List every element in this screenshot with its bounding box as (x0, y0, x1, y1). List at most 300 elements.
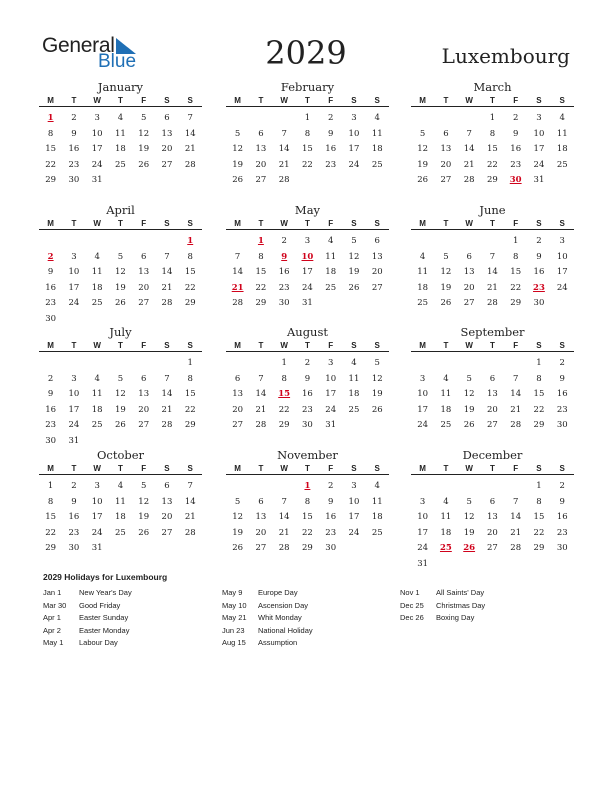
weekday-label: W (465, 464, 473, 473)
month-september (411, 325, 574, 434)
day-cell: 20 (487, 404, 498, 415)
day-cell: 12 (138, 496, 150, 507)
day-cell: 26 (371, 404, 383, 415)
day-cell: 7 (512, 373, 519, 384)
day-cell: 18 (440, 527, 452, 538)
weekday-label: S (164, 219, 170, 228)
day-cell: 1 (536, 358, 542, 368)
day-cell: 13 (255, 144, 267, 154)
calendar-year: 2029 (265, 34, 347, 72)
day-cell: 22 (278, 404, 290, 415)
day-cell: 2 (327, 481, 334, 491)
day-cell: 13 (161, 496, 173, 507)
holiday-entry (43, 612, 132, 625)
day-cell: 26 (232, 543, 244, 553)
holiday-day-cell: 21 (231, 282, 244, 293)
weekday-label: T (489, 96, 495, 105)
day-cell: 28 (161, 420, 173, 430)
weekday-label: S (187, 96, 193, 105)
day-cell: 30 (278, 298, 290, 308)
day-cell: 24 (302, 282, 313, 293)
weekday-label: T (443, 219, 449, 228)
day-cell: 7 (164, 373, 170, 384)
holiday-day-cell: 26 (463, 543, 476, 553)
day-cell: 21 (510, 404, 522, 415)
day-cell: 20 (255, 527, 267, 538)
day-cell: 2 (512, 113, 519, 123)
day-cell: 26 (115, 298, 126, 308)
holiday-day-cell: 15 (278, 389, 291, 399)
weekday-label: F (513, 341, 519, 350)
day-cell: 18 (348, 389, 360, 399)
day-cell: 13 (138, 267, 150, 277)
day-cell: 22 (533, 527, 545, 538)
weekday-label: T (489, 341, 495, 350)
day-cell: 19 (138, 144, 150, 154)
day-cell: 22 (302, 159, 313, 170)
day-cell: 14 (463, 144, 475, 154)
day-cell: 18 (115, 512, 126, 522)
month-name: July (109, 325, 132, 339)
day-cell: 19 (138, 512, 150, 522)
day-cell: 17 (556, 267, 568, 277)
empty-cell (411, 356, 434, 372)
month-name: September (460, 325, 525, 339)
day-cell: 7 (234, 251, 241, 262)
day-cell: 17 (533, 144, 545, 154)
day-cell: 5 (117, 373, 124, 384)
day-cell: 16 (556, 512, 568, 522)
day-cell: 27 (487, 543, 498, 553)
day-cell: 12 (115, 267, 126, 277)
holiday-name: Assumption (258, 638, 298, 647)
empty-cell (132, 234, 155, 250)
day-cell: 14 (255, 389, 267, 399)
day-cell: 19 (232, 159, 244, 170)
day-cell: 6 (258, 128, 264, 139)
holiday-day-cell: 30 (509, 175, 522, 185)
weekday-label: S (374, 96, 380, 105)
day-cell: 27 (440, 175, 452, 185)
day-cell: 17 (348, 512, 360, 522)
day-cell: 14 (510, 389, 522, 399)
day-cell: 17 (417, 404, 429, 415)
day-grid (411, 479, 574, 572)
day-cell: 9 (559, 373, 565, 384)
day-cell: 6 (466, 251, 472, 262)
day-cell: 19 (348, 267, 360, 277)
day-cell: 28 (510, 543, 522, 553)
month-name: May (294, 203, 321, 217)
month-february (226, 80, 389, 189)
day-cell: 19 (463, 527, 475, 538)
day-cell: 8 (47, 128, 54, 139)
holiday-date: May 1 (43, 638, 64, 647)
day-grid (39, 479, 202, 557)
day-cell: 6 (140, 251, 147, 262)
day-cell: 19 (115, 404, 126, 415)
weekday-header (411, 95, 574, 107)
day-cell: 23 (325, 527, 337, 538)
day-cell: 26 (115, 420, 126, 430)
day-cell: 7 (281, 128, 287, 139)
day-cell: 21 (161, 404, 173, 415)
day-cell: 14 (278, 144, 290, 154)
weekday-label: W (280, 96, 288, 105)
day-cell: 27 (138, 298, 150, 308)
day-cell: 25 (115, 527, 126, 538)
day-cell: 11 (91, 389, 103, 399)
day-cell: 10 (68, 267, 80, 277)
holiday-day-cell: 1 (187, 236, 194, 246)
day-cell: 16 (278, 267, 290, 277)
day-cell: 18 (417, 282, 429, 293)
empty-cell (86, 234, 109, 250)
day-cell: 18 (371, 144, 383, 154)
day-cell: 26 (348, 282, 360, 293)
day-cell: 16 (533, 267, 545, 277)
weekday-label: S (536, 96, 542, 105)
empty-cell (458, 111, 481, 127)
day-cell: 22 (255, 282, 267, 293)
day-cell: 9 (512, 128, 519, 139)
day-cell: 15 (510, 267, 522, 277)
day-cell: 13 (371, 251, 383, 262)
day-cell: 10 (556, 251, 568, 262)
day-cell: 6 (489, 373, 496, 384)
weekday-label: S (164, 341, 170, 350)
day-cell: 1 (281, 358, 287, 368)
holiday-name: Easter Monday (79, 625, 130, 635)
day-cell: 11 (440, 389, 452, 399)
month-march (411, 80, 574, 189)
weekday-label: T (304, 96, 310, 105)
empty-cell (226, 356, 249, 372)
weekday-label: W (280, 219, 288, 228)
day-cell: 31 (68, 435, 80, 446)
month-name: February (280, 80, 335, 94)
day-cell: 29 (184, 420, 196, 430)
day-cell: 14 (184, 496, 196, 507)
weekday-label: F (141, 219, 147, 228)
day-cell: 30 (325, 543, 337, 553)
day-cell: 1 (47, 481, 54, 491)
day-cell: 25 (325, 282, 337, 293)
day-cell: 8 (187, 251, 193, 262)
country-name: Luxembourg (441, 44, 570, 68)
day-cell: 4 (94, 373, 100, 384)
holiday-name: Labour Day (79, 638, 118, 647)
day-cell: 11 (91, 267, 103, 277)
day-cell: 23 (302, 404, 313, 415)
day-cell: 6 (374, 236, 380, 246)
weekday-label: W (465, 96, 473, 105)
day-cell: 4 (374, 113, 380, 123)
month-may (226, 203, 389, 312)
day-cell: 27 (463, 298, 475, 308)
holiday-date: Dec 25 (400, 600, 424, 610)
holiday-name: National Holiday (258, 625, 313, 635)
day-cell: 9 (71, 496, 77, 507)
day-cell: 9 (327, 496, 334, 507)
day-cell: 4 (443, 496, 449, 507)
holiday-entry (43, 600, 132, 613)
empty-cell (411, 479, 434, 495)
day-cell: 15 (45, 512, 57, 522)
logo-word-general: General (42, 34, 115, 57)
holiday-column (222, 587, 313, 650)
day-cell: 9 (304, 373, 311, 384)
day-cell: 23 (45, 298, 57, 308)
day-cell: 19 (417, 159, 429, 170)
day-cell: 27 (255, 543, 267, 553)
weekday-label: S (164, 464, 170, 473)
day-cell: 11 (556, 128, 568, 139)
day-cell: 7 (187, 113, 193, 123)
weekday-label: S (351, 464, 357, 473)
day-cell: 3 (419, 373, 426, 384)
day-cell: 1 (512, 236, 519, 246)
day-cell: 15 (302, 144, 313, 154)
weekday-label: M (419, 219, 426, 228)
day-cell: 15 (184, 267, 196, 277)
day-cell: 3 (71, 373, 77, 384)
empty-cell (481, 356, 504, 372)
weekday-label: S (374, 341, 380, 350)
empty-cell (273, 111, 296, 127)
day-cell: 13 (440, 144, 452, 154)
weekday-label: T (117, 464, 123, 473)
day-cell: 7 (466, 128, 472, 139)
day-cell: 12 (417, 144, 429, 154)
day-cell: 12 (371, 373, 383, 384)
day-cell: 22 (45, 527, 57, 538)
weekday-label: W (93, 96, 101, 105)
empty-cell (62, 234, 85, 250)
day-cell: 29 (487, 175, 498, 185)
weekday-label: F (513, 464, 519, 473)
day-cell: 15 (487, 144, 498, 154)
day-cell: 10 (417, 512, 429, 522)
day-cell: 14 (487, 267, 498, 277)
empty-cell (481, 234, 504, 250)
day-cell: 23 (278, 282, 290, 293)
day-cell: 7 (281, 496, 287, 507)
day-cell: 10 (417, 389, 429, 399)
day-cell: 15 (533, 389, 545, 399)
day-cell: 8 (512, 251, 519, 262)
day-cell: 21 (463, 159, 475, 170)
weekday-label: W (93, 341, 101, 350)
day-cell: 10 (533, 128, 545, 139)
day-cell: 8 (47, 496, 54, 507)
day-cell: 5 (234, 128, 241, 139)
day-cell: 17 (417, 527, 429, 538)
day-cell: 20 (138, 404, 150, 415)
weekday-label: S (351, 341, 357, 350)
holiday-entry (400, 612, 485, 625)
holiday-date: Jan 1 (43, 588, 62, 597)
weekday-label: M (419, 464, 426, 473)
weekday-label: M (47, 96, 54, 105)
day-cell: 26 (138, 159, 150, 170)
day-cell: 2 (281, 236, 287, 246)
day-cell: 28 (510, 420, 522, 430)
day-cell: 24 (91, 159, 103, 170)
day-cell: 31 (302, 298, 313, 308)
weekday-label: M (47, 219, 54, 228)
day-cell: 16 (45, 404, 57, 415)
day-cell: 5 (466, 496, 472, 507)
holiday-name: Christmas Day (436, 600, 486, 610)
day-cell: 6 (164, 481, 170, 491)
empty-cell (226, 234, 249, 250)
empty-cell (458, 234, 481, 250)
day-cell: 14 (161, 267, 173, 277)
day-cell: 31 (91, 175, 103, 185)
weekday-label: W (280, 464, 288, 473)
weekday-label: S (164, 96, 170, 105)
day-cell: 26 (417, 175, 429, 185)
weekday-header (226, 95, 389, 107)
day-cell: 25 (91, 298, 103, 308)
day-cell: 24 (348, 159, 360, 170)
weekday-label: T (117, 341, 123, 350)
weekday-label: F (328, 341, 334, 350)
day-cell: 24 (556, 282, 568, 293)
day-cell: 5 (140, 481, 147, 491)
month-january (39, 80, 202, 189)
day-cell: 10 (91, 496, 103, 507)
day-cell: 14 (278, 512, 290, 522)
holiday-entry (43, 637, 132, 650)
day-cell: 24 (417, 543, 429, 553)
month-november (226, 448, 389, 557)
holiday-entry (400, 600, 485, 613)
day-cell: 30 (45, 313, 57, 324)
day-cell: 6 (140, 373, 147, 384)
day-cell: 16 (325, 512, 337, 522)
weekday-label: W (465, 341, 473, 350)
day-cell: 27 (138, 420, 150, 430)
day-cell: 18 (556, 144, 568, 154)
day-cell: 20 (371, 267, 383, 277)
day-cell: 3 (351, 481, 357, 491)
day-cell: 13 (255, 512, 267, 522)
weekday-label: T (117, 219, 123, 228)
day-cell: 3 (559, 236, 565, 246)
day-cell: 9 (536, 251, 542, 262)
day-cell: 14 (510, 512, 522, 522)
day-cell: 16 (302, 389, 313, 399)
day-cell: 4 (117, 113, 124, 123)
day-cell: 6 (443, 128, 449, 139)
day-cell: 27 (232, 420, 244, 430)
day-cell: 17 (348, 144, 360, 154)
weekday-label: T (258, 464, 264, 473)
weekday-label: T (489, 464, 495, 473)
holiday-entry (43, 625, 132, 638)
day-cell: 29 (184, 298, 196, 308)
day-cell: 13 (161, 128, 173, 139)
empty-cell (39, 356, 62, 372)
weekday-label: S (351, 219, 357, 228)
weekday-label: T (489, 219, 495, 228)
day-cell: 13 (138, 389, 150, 399)
day-cell: 21 (255, 404, 267, 415)
day-cell: 23 (510, 159, 522, 170)
day-cell: 4 (94, 251, 100, 262)
day-cell: 25 (371, 159, 383, 170)
day-cell: 19 (463, 404, 475, 415)
day-cell: 29 (510, 298, 522, 308)
day-cell: 11 (417, 267, 429, 277)
weekday-label: T (304, 219, 310, 228)
weekday-label: M (47, 341, 54, 350)
day-cell: 18 (115, 144, 126, 154)
day-cell: 1 (304, 113, 311, 123)
holiday-name: Boxing Day (436, 613, 475, 622)
weekday-label: S (536, 341, 542, 350)
day-cell: 29 (533, 543, 545, 553)
weekday-header (411, 218, 574, 230)
day-cell: 22 (510, 282, 522, 293)
day-cell: 17 (302, 267, 313, 277)
day-cell: 11 (371, 496, 383, 507)
day-cell: 11 (440, 512, 452, 522)
day-cell: 25 (417, 298, 429, 308)
day-cell: 4 (327, 236, 334, 246)
day-cell: 21 (278, 527, 290, 538)
day-cell: 1 (489, 113, 496, 123)
day-cell: 3 (304, 236, 311, 246)
day-cell: 27 (161, 159, 173, 170)
day-cell: 25 (371, 527, 383, 538)
day-cell: 5 (419, 128, 426, 139)
day-cell: 2 (304, 358, 311, 368)
day-cell: 2 (47, 373, 54, 384)
month-name: November (277, 448, 338, 462)
weekday-header (226, 218, 389, 230)
day-cell: 17 (91, 144, 103, 154)
day-cell: 27 (255, 175, 267, 185)
holiday-date: Jun 23 (222, 625, 245, 635)
weekday-label: M (234, 96, 241, 105)
day-cell: 3 (419, 496, 426, 507)
day-cell: 10 (348, 128, 360, 139)
day-cell: 24 (91, 527, 103, 538)
holiday-name: All Saints' Day (436, 588, 485, 597)
day-cell: 23 (556, 527, 568, 538)
month-name: October (96, 448, 145, 462)
weekday-label: F (513, 219, 519, 228)
day-cell: 3 (351, 113, 357, 123)
day-cell: 4 (443, 373, 449, 384)
empty-cell (273, 479, 296, 495)
weekday-label: M (419, 96, 426, 105)
day-cell: 26 (440, 298, 452, 308)
weekday-header (39, 218, 202, 230)
day-grid (226, 111, 389, 189)
weekday-label: M (234, 464, 241, 473)
day-cell: 7 (258, 373, 264, 384)
empty-cell (481, 479, 504, 495)
day-cell: 1 (187, 358, 193, 368)
weekday-header (39, 463, 202, 475)
day-cell: 15 (533, 512, 545, 522)
weekday-label: F (141, 464, 147, 473)
weekday-label: S (374, 464, 380, 473)
